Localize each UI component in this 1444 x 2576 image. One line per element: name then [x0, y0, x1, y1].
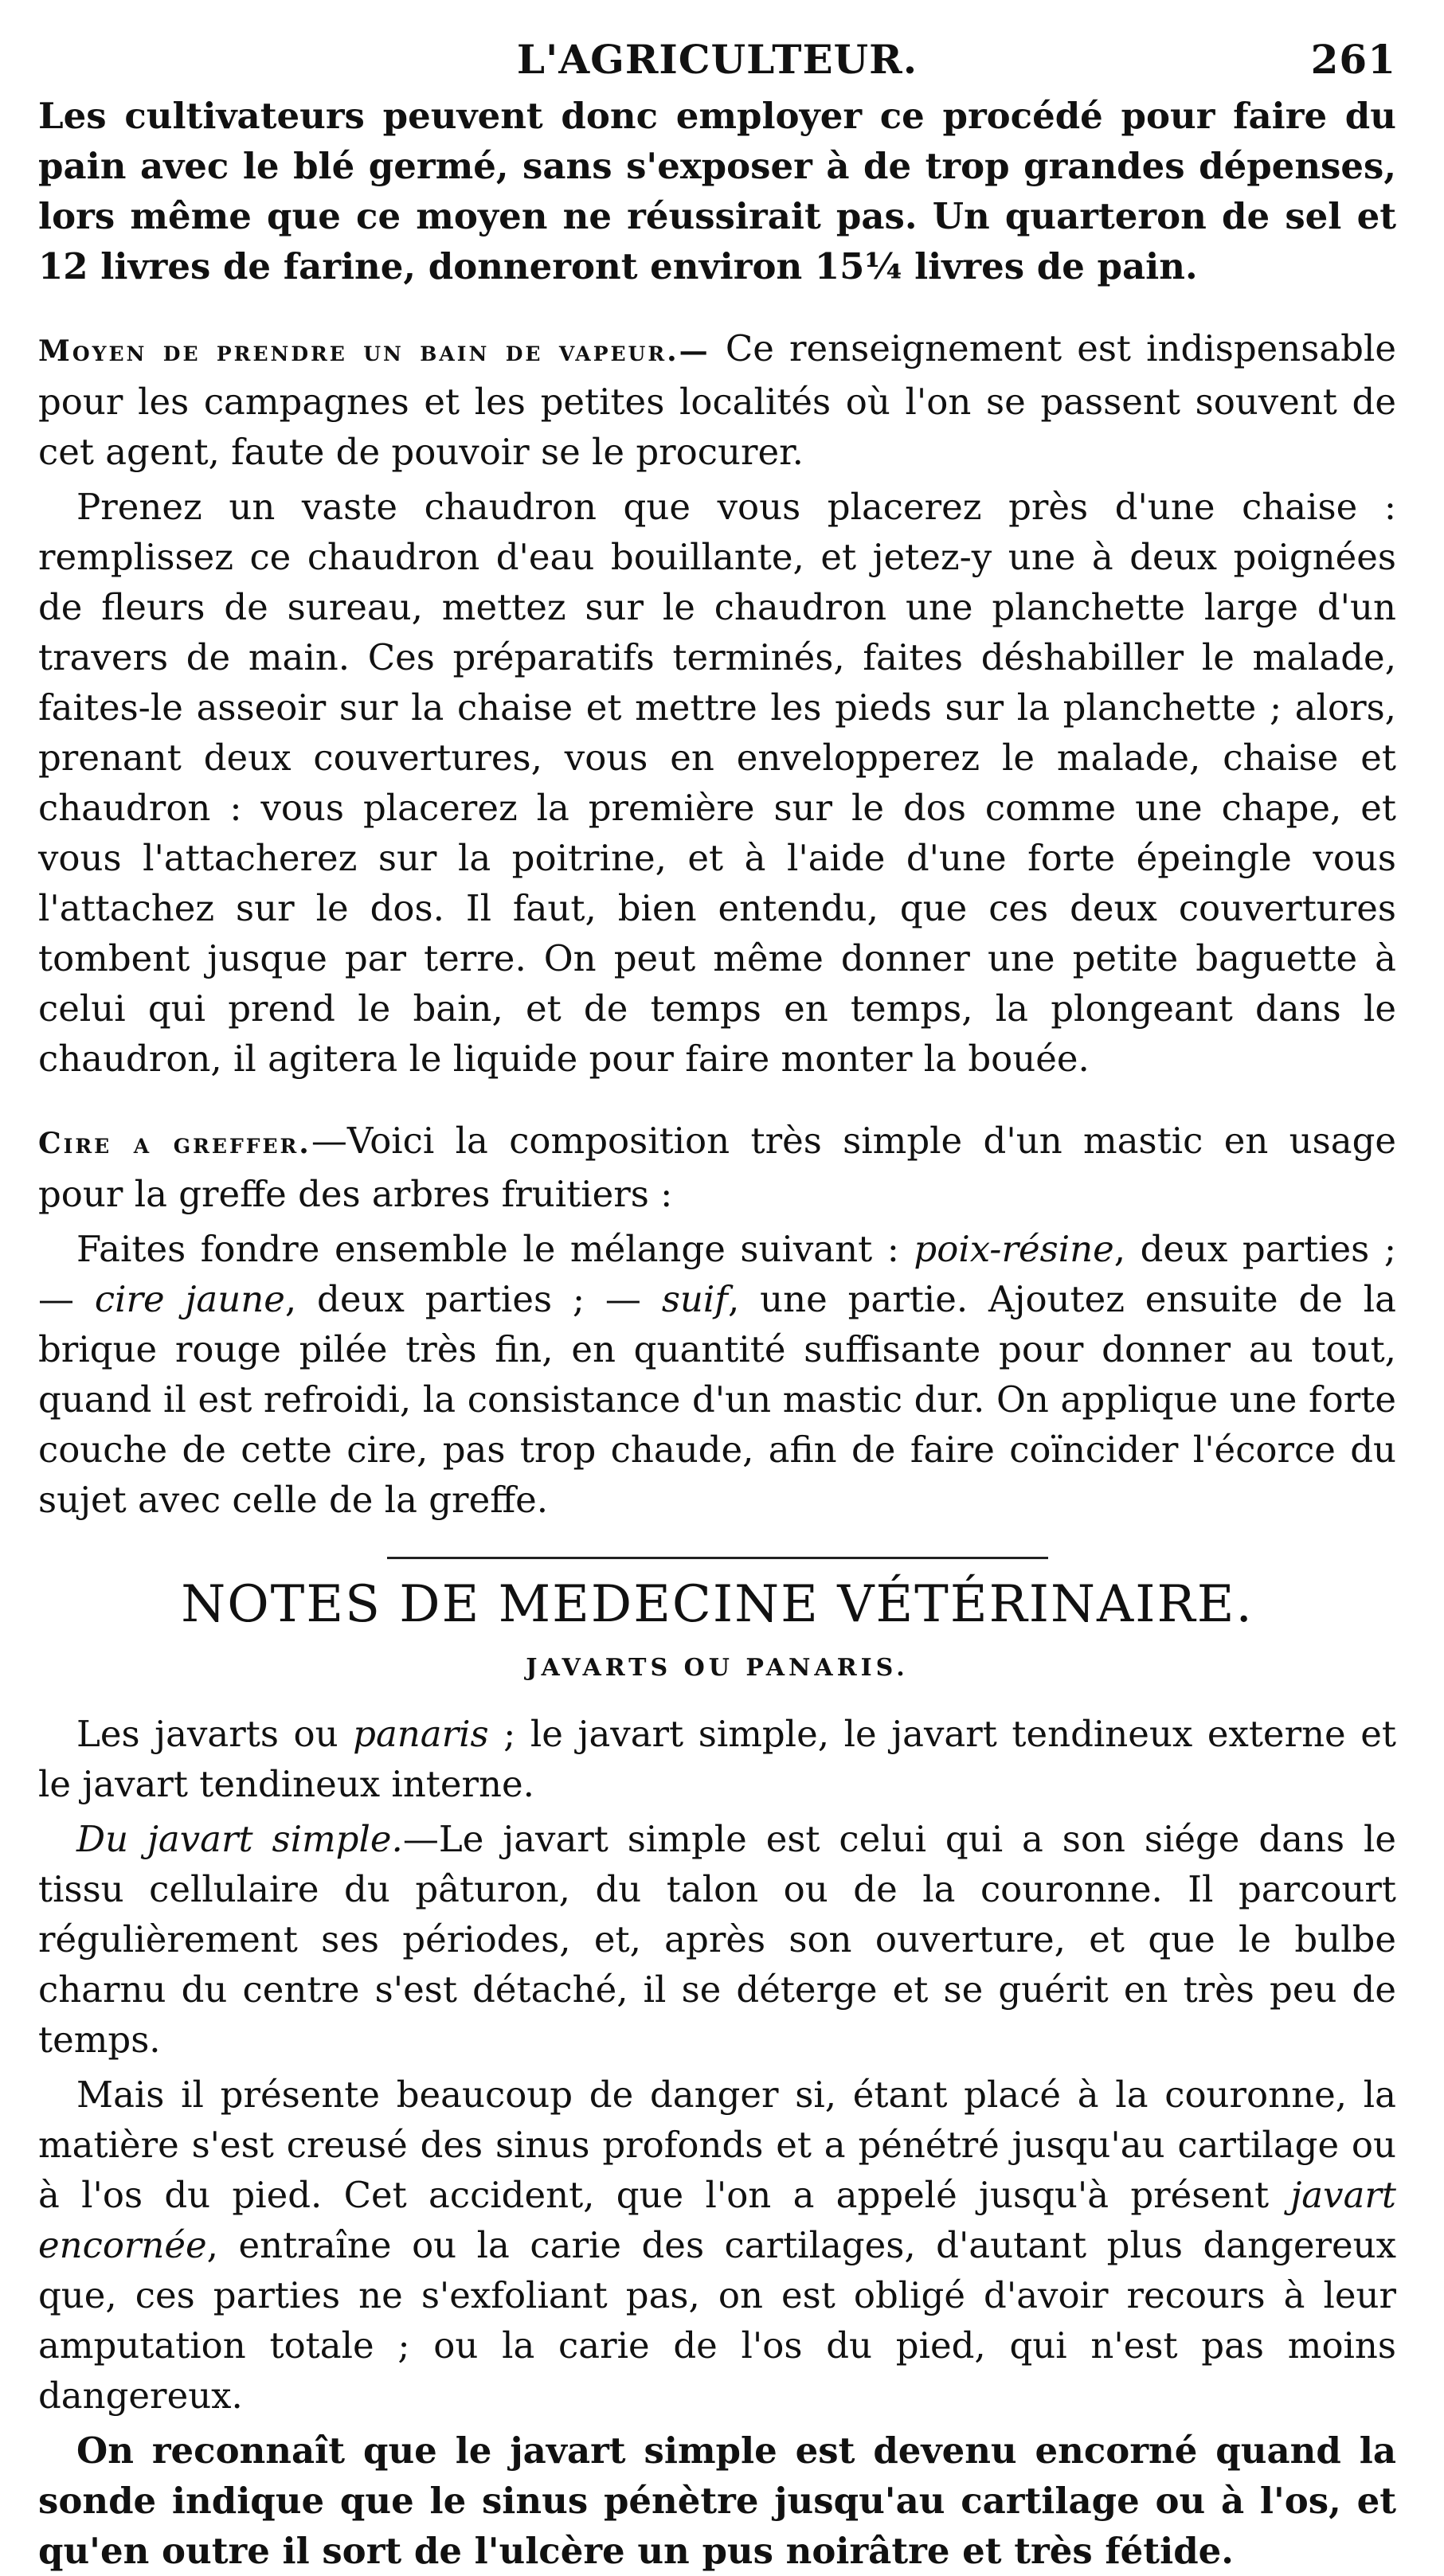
javart-danger-paragraph [38, 2070, 1396, 2421]
recipe-text-d: , une partie. Ajoutez ensuite de la brique rouge pilée très fin, en quantité suffisante pour donner au tout, quand il est refroidi, la consistance d'un mastic dur. On applique une forte couche de cette cire, pas trop chaude, afin de faire coïncider l'écorce du sujet avec celle de la greffe. [38, 1278, 1396, 1521]
steam-bath-intro-text: Ce renseignement est indispensable pour les campagnes et les petites localités où l'on se passent souvent de cet agent, faute de pouvoir se le procurer. [38, 327, 1397, 473]
section-subheading: JAVARTS OU PANARIS. [526, 1654, 909, 1682]
javarts-types [38, 1709, 1396, 1809]
recipe-text-a: Faites fondre ensemble le mélange suivant : [76, 1228, 914, 1270]
document-page [38, 32, 1397, 2572]
section-title: NOTES DE MEDECINE VÉTÉRINAIRE. [181, 1575, 1254, 1634]
grafting-wax-intro-text: —Voici la composition très simple d'un mastic en usage pour la greffe des arbres fruitiers : [38, 1120, 1397, 1215]
grafting-wax-recipe [38, 1224, 1396, 1525]
intro-paragraph: Les cultivateurs peuvent donc employer ce procédé pour faire du pain avec le blé germé, sans s'exposer à de trop grandes dépenses, lors même que ce moyen ne réussirait pas. Un quarteron de sel et 12 livres de farine, donneront environ 15¼ livres de pain. [38, 95, 1396, 287]
javarts-text-b: ; le javart simple, le javart tendineux externe et le javart tendineux interne. [38, 1713, 1396, 1805]
recipe-text-c: , deux parties ; — [284, 1278, 662, 1320]
section-divider [387, 1557, 1048, 1559]
ingredient-cire-jaune: cire jaune [94, 1278, 285, 1320]
grafting-wax-intro [38, 1116, 1396, 1219]
ingredient-suif: suif [661, 1278, 728, 1320]
running-head [38, 32, 1396, 88]
javarts-term-panaris: panaris [353, 1713, 489, 1755]
journal-title: L'AGRICULTEUR. [516, 36, 918, 83]
javart-simple-text: —Le javart simple est celui qui a son siége dans le tissu cellulaire du pâturon, du talon ou de la couronne. Il parcourt régulièrement ses périodes, et, après son ouverture, et que le bulbe charnu du centre s'est détaché, il se déterge et se guérit en très peu de temps. [38, 1818, 1396, 2061]
term-javart-encornee: javart encornée [38, 2174, 1396, 2266]
ingredient-poix-resine: poix-résine [914, 1228, 1114, 1270]
steam-bath-heading: Moyen de prendre un bain de vapeur.— [38, 334, 710, 368]
javart-simple-paragraph [38, 1814, 1396, 2065]
steam-bath-article [38, 323, 1396, 1084]
danger-text-a: Mais il présente beaucoup de danger si, étant placé à la couronne, la matière s'est creusé des sinus profonds et a pénétré jusqu'au cartilage ou à l'os du pied. Cet accident, que l'on a appelé jusqu'à présent [38, 2074, 1396, 2216]
recipe-text-b: , deux parties ; — [38, 1228, 1396, 1320]
page-number: 261 [1310, 36, 1396, 83]
grafting-wax-article [38, 1116, 1396, 1525]
steam-bath-instructions: Prenez un vaste chaudron que vous placerez près d'une chaise : remplissez ce chaudron d'eau bouillante, et jetez-y une à deux poignées de fleurs de sureau, mettez sur le chaudron une planchette large d'un travers de main. Ces préparatifs terminés, faites déshabiller le malade, faites-le asseoir sur la chaise et mettre les pieds sur la planchette ; alors, prenant deux couvertures, vous en envelopperez le malade, chaise et chaudron : vous placerez la première sur le dos comme une chape, et vous l'attacherez sur la poitrine, et à l'aide d'une forte épeingle vous l'attachez sur le dos. Il faut, bien entendu, que ces deux couvertures tombent jusque par terre. On peut même donner une petite baguette à celui qui prend le bain, et de temps en temps, la plongeant dans le chaudron, il agitera le liquide pour faire monter la bouée. [38, 486, 1396, 1080]
javart-simple-heading: Du javart simple. [76, 1818, 403, 1860]
javart-diagnosis-paragraph: On reconnaît que le javart simple est devenu encorné quand la sonde indique que le sinus pénètre jusqu'au cartilage ou à l'os, et qu'en outre il sort de l'ulcère un pus noirâtre et très fétide. [38, 2429, 1396, 2572]
grafting-wax-heading: Cire a greffer. [38, 1127, 311, 1160]
javarts-text-a: Les javarts ou [76, 1713, 354, 1755]
steam-bath-intro [38, 323, 1396, 477]
danger-text-b: , entraîne ou la carie des cartilages, d'autant plus dangereux que, ces parties ne s'exfoliant pas, on est obligé d'avoir recours à leur amputation totale ; ou la carie de l'os du pied, qui n'est pas moins dangereux. [38, 2224, 1396, 2417]
